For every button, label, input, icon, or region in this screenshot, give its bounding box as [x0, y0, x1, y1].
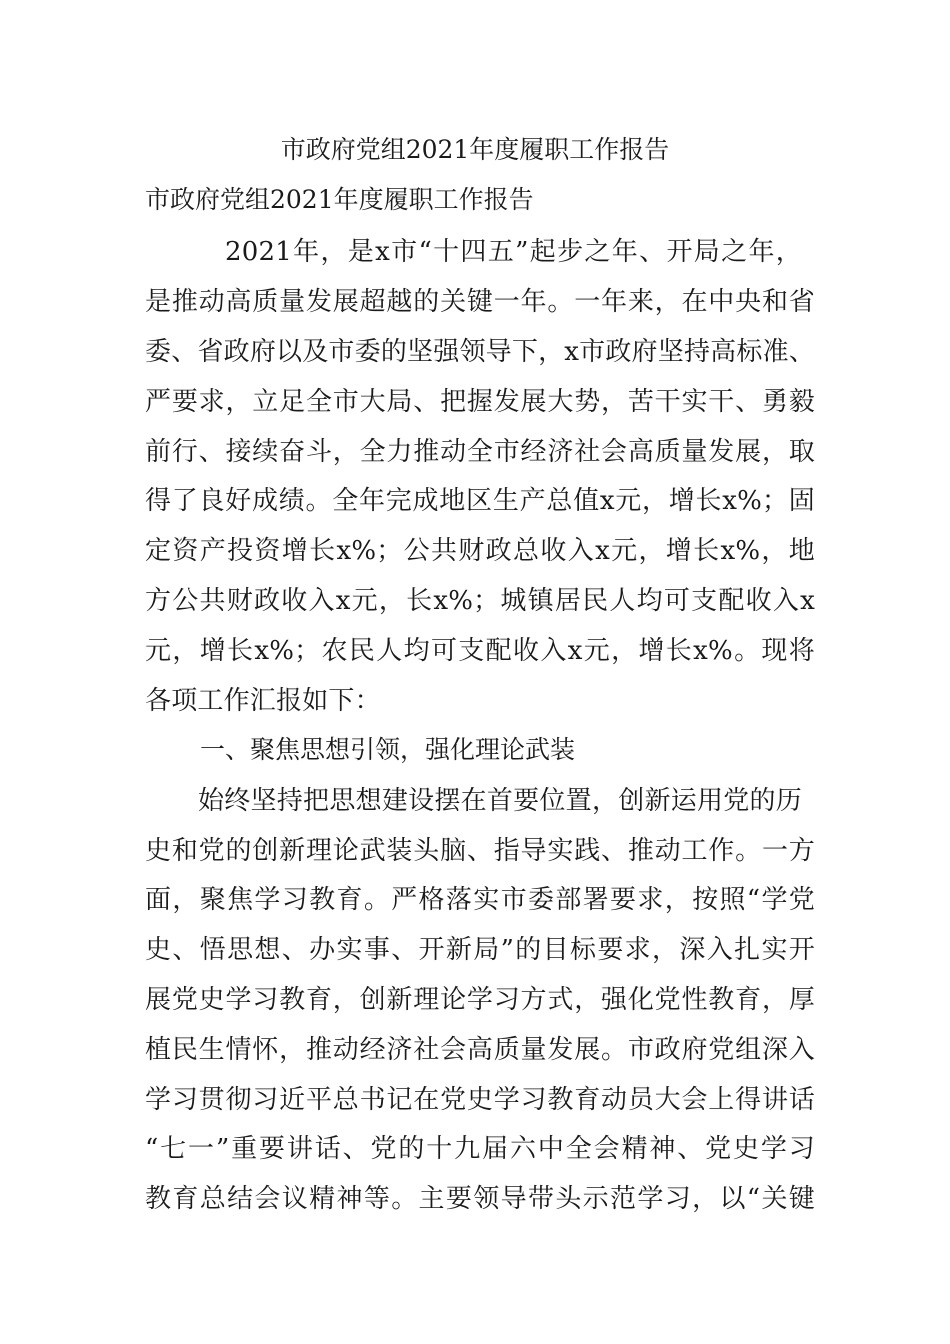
- para2-line: 面，聚焦学习教育。严格落实市委部署要求，按照“学党: [145, 885, 815, 915]
- para1-line: 元，增长x%；农民人均可支配收入x元，增长x%。现将: [145, 636, 815, 666]
- para2-line: 史和党的创新理论武装头脑、指导实践、推动工作。一方: [145, 836, 815, 866]
- para1-line: 得了良好成绩。全年完成地区生产总值x元，增长x%；固: [145, 486, 815, 516]
- para2-line: 学习贯彻习近平总书记在党史学习教育动员大会上得讲话: [145, 1085, 815, 1115]
- para2-line: 史、悟思想、办实事、开新局”的目标要求，深入扎实开: [145, 935, 815, 965]
- para1-line: 前行、接续奋斗，全力推动全市经济社会高质量发展，取: [145, 437, 815, 467]
- para1-line: 委、省政府以及市委的坚强领导下，x市政府坚持高标准、: [145, 337, 815, 367]
- para2-line: 教育总结会议精神等。主要领导带头示范学习，以“关键: [145, 1184, 815, 1214]
- para2-line: 植民生情怀，推动经济社会高质量发展。市政府党组深入: [145, 1035, 815, 1065]
- para1-line: 2021年，是x市“十四五”起步之年、开局之年，: [225, 237, 802, 267]
- document-subtitle: 市政府党组2021年度履职工作报告: [145, 185, 534, 214]
- para1-line: 定资产投资增长x%；公共财政总收入x元，增长x%，地: [145, 536, 815, 566]
- para1-line: 严要求，立足全市大局、把握发展大势，苦干实干、勇毅: [145, 387, 815, 417]
- para1-line: 各项工作汇报如下：: [145, 686, 381, 716]
- document-title: 市政府党组2021年度履职工作报告: [280, 135, 670, 164]
- para2-line: 始终坚持把思想建设摆在首要位置，创新运用党的历: [198, 786, 802, 816]
- para1-line: 是推动高质量发展超越的关键一年。一年来，在中央和省: [145, 287, 815, 317]
- section-heading: 一、聚焦思想引领，强化理论武装: [200, 735, 576, 764]
- para2-line: 展党史学习教育，创新理论学习方式，强化党性教育，厚: [145, 985, 815, 1015]
- para1-line: 方公共财政收入x元，长x%；城镇居民人均可支配收入x: [145, 586, 815, 616]
- para2-line: “七一”重要讲话、党的十九届六中全会精神、党史学习: [145, 1134, 815, 1164]
